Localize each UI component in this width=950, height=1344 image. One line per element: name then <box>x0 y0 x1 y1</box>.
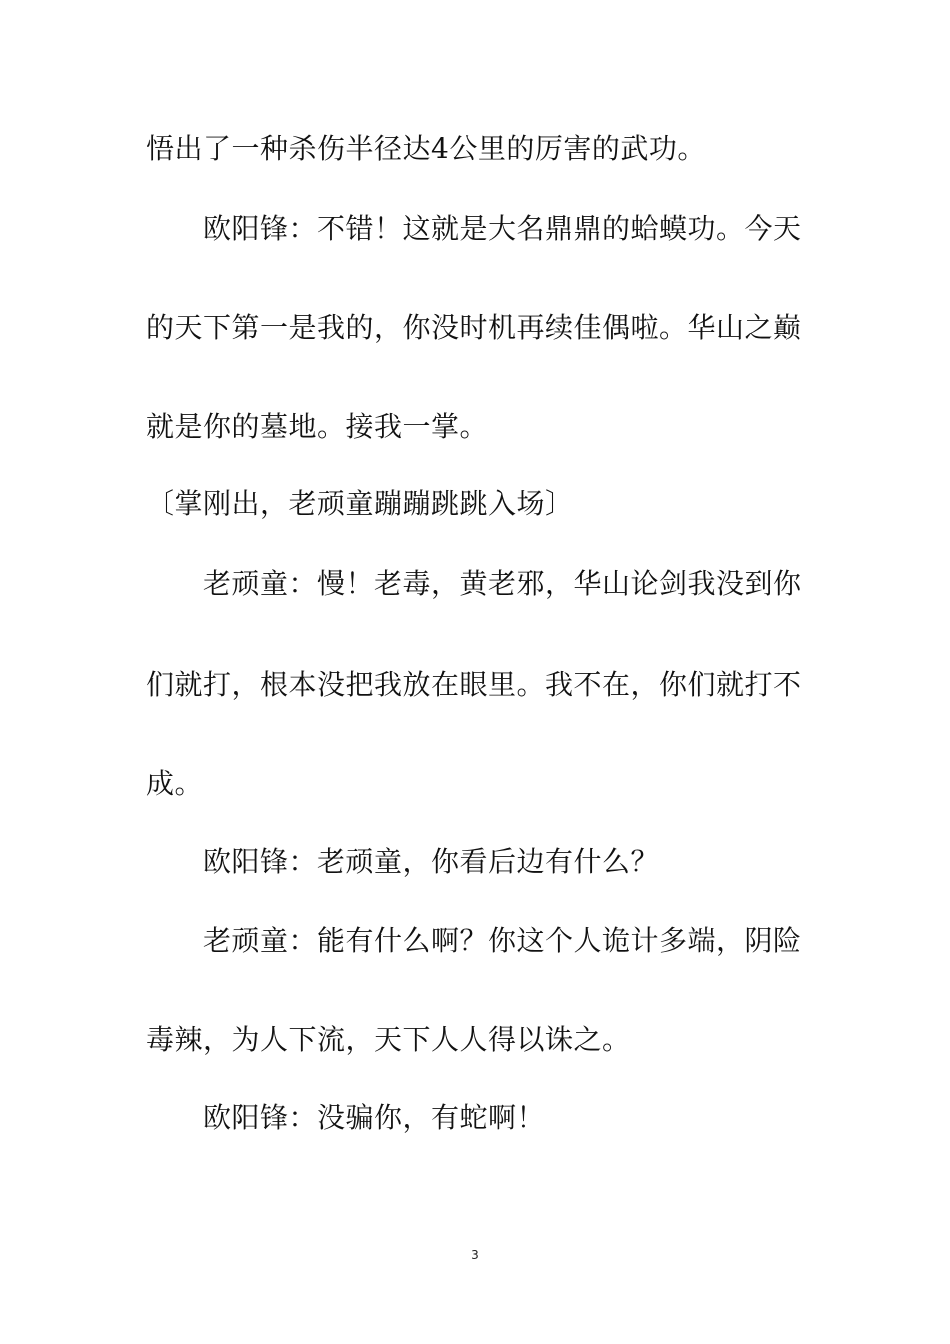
text-line-11: 毒辣，为人下流，天下人人得以诛之。 <box>146 1023 631 1056</box>
text-line-2: 欧阳锋：不错！这就是大名鼎鼎的蛤蟆功。今天 <box>203 212 802 245</box>
text-line-10: 老顽童：能有什么啊？你这个人诡计多端，阴险 <box>203 924 802 957</box>
text-line-4: 就是你的墓地。接我一掌。 <box>146 410 489 443</box>
text-line-8: 成。 <box>146 767 204 800</box>
page-number: 3 <box>471 1248 479 1262</box>
text-line-1: 悟出了一种杀伤半径达4公里的厉害的武功。 <box>146 132 706 165</box>
text-line-6: 老顽童：慢！老毒，黄老邪，华山论剑我没到你 <box>203 567 802 600</box>
text-line-9: 欧阳锋：老顽童，你看后边有什么？ <box>203 845 660 878</box>
text-line-7: 们就打，根本没把我放在眼里。我不在，你们就打不 <box>146 668 802 701</box>
text-line-12: 欧阳锋：没骗你，有蛇啊！ <box>203 1101 546 1134</box>
text-line-3: 的天下第一是我的，你没时机再续佳偶啦。华山之巅 <box>146 311 802 344</box>
stage-direction-line: 〔掌刚出，老顽童蹦蹦跳跳入场〕 <box>146 487 574 520</box>
